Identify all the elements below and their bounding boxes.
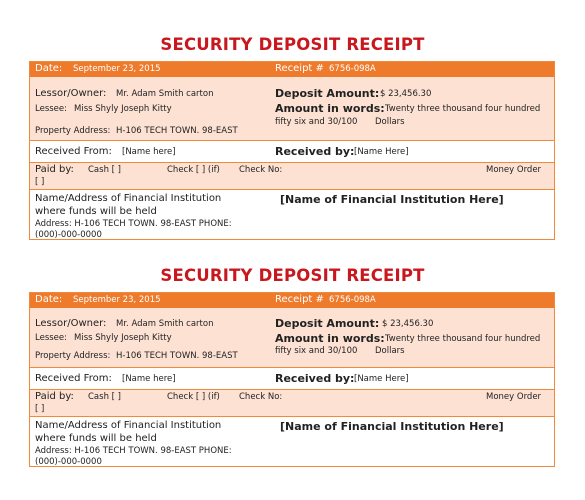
property-address-label: Property Address:	[35, 351, 111, 361]
property-address-label: Property Address:	[35, 126, 111, 136]
receipt-header-row	[30, 293, 554, 308]
received-from-value: [Name here]	[122, 147, 176, 157]
payment-row	[30, 162, 554, 189]
money-order-checkbox[interactable]: [ ]	[35, 404, 45, 414]
paid-by-label: Paid by:	[35, 164, 74, 175]
amount-in-words-unit: Dollars	[375, 346, 405, 356]
money-order-label: Money Order	[486, 392, 542, 402]
receipt-form	[29, 61, 555, 240]
amount-in-words-unit: Dollars	[375, 117, 405, 127]
money-order-checkbox[interactable]: [ ]	[35, 177, 45, 187]
check-checkbox[interactable]: Check [ ] (if)	[167, 392, 220, 402]
received-by-value: [Name Here]	[354, 374, 409, 384]
financial-institution-label-line2: where funds will be held	[35, 206, 157, 217]
paid-by-label: Paid by:	[35, 391, 74, 402]
received-from-label: Received From:	[35, 146, 112, 157]
financial-institution-label-line1: Name/Address of Financial Institution	[35, 420, 222, 431]
money-order-label: Money Order	[486, 165, 542, 175]
date-value: September 23, 2015	[73, 295, 161, 305]
date-label: Date:	[35, 294, 63, 305]
received-row	[30, 367, 554, 389]
deposit-amount-value: $ 23,456.30	[382, 319, 434, 329]
amount-in-words-line2: fifty six and 30/100	[275, 117, 358, 127]
amount-in-words-line1: Twenty three thousand four hundred	[385, 104, 541, 114]
lessor-value: Mr. Adam Smith carton	[116, 89, 214, 99]
financial-institution-address-line1: Address: H-106 TECH TOWN. 98-EAST PHONE:	[35, 219, 232, 229]
receipt-form	[29, 292, 555, 467]
received-by-value: [Name Here]	[354, 147, 409, 157]
cash-checkbox[interactable]: Cash [ ]	[88, 165, 121, 175]
parties-row	[30, 77, 554, 140]
deposit-amount-label: Deposit Amount:	[275, 87, 380, 100]
lessor-label: Lessor/Owner:	[35, 318, 107, 329]
deposit-amount-value: $ 23,456.30	[380, 89, 432, 99]
date-label: Date:	[35, 63, 63, 74]
financial-institution-address-line2: (000)-000-0000	[35, 230, 102, 240]
received-from-value: [Name here]	[122, 374, 176, 384]
receipt-number-value: 6756-098A	[329, 295, 376, 305]
property-address-value: H-106 TECH TOWN. 98-EAST	[116, 351, 238, 361]
amount-in-words-line2: fifty six and 30/100	[275, 346, 358, 356]
financial-institution-name: [Name of Financial Institution Here]	[280, 420, 504, 433]
date-value: September 23, 2015	[73, 64, 161, 74]
financial-institution-label-line2: where funds will be held	[35, 433, 157, 444]
received-from-label: Received From:	[35, 373, 112, 384]
deposit-amount-label: Deposit Amount:	[275, 317, 380, 330]
received-by-label: Received by:	[275, 372, 355, 385]
financial-institution-name: [Name of Financial Institution Here]	[280, 193, 504, 206]
lessee-value: Miss Shyly Joseph Kitty	[74, 104, 172, 114]
lessee-label: Lessee:	[35, 104, 67, 114]
amount-in-words-label: Amount in words:	[275, 332, 385, 345]
lessor-label: Lessor/Owner:	[35, 88, 107, 99]
amount-in-words-line1: Twenty three thousand four hundred	[385, 334, 541, 344]
receipt-title: SECURITY DEPOSIT RECEIPT	[160, 266, 425, 285]
cash-checkbox[interactable]: Cash [ ]	[88, 392, 121, 402]
receipt-number-label: Receipt #	[275, 294, 324, 305]
lessor-value: Mr. Adam Smith carton	[116, 319, 214, 329]
payment-row	[30, 389, 554, 416]
receipt-number-value: 6756-098A	[329, 64, 376, 74]
amount-in-words-label: Amount in words:	[275, 102, 385, 115]
receipt-header-row	[30, 62, 554, 77]
receipt-title: SECURITY DEPOSIT RECEIPT	[160, 35, 425, 54]
financial-institution-label-line1: Name/Address of Financial Institution	[35, 193, 222, 204]
check-checkbox[interactable]: Check [ ] (if)	[167, 165, 220, 175]
check-number-label: Check No:	[239, 392, 283, 402]
financial-institution-address-line2: (000)-000-0000	[35, 457, 102, 467]
financial-institution-row	[30, 416, 554, 466]
received-by-label: Received by:	[275, 145, 355, 158]
receipt-number-label: Receipt #	[275, 63, 324, 74]
parties-row	[30, 308, 554, 367]
lessee-value: Miss Shyly Joseph Kitty	[74, 333, 172, 343]
check-number-label: Check No:	[239, 165, 283, 175]
property-address-value: H-106 TECH TOWN. 98-EAST	[116, 126, 238, 136]
financial-institution-row	[30, 189, 554, 239]
financial-institution-address-line1: Address: H-106 TECH TOWN. 98-EAST PHONE:	[35, 446, 232, 456]
received-row	[30, 140, 554, 162]
lessee-label: Lessee:	[35, 333, 67, 343]
